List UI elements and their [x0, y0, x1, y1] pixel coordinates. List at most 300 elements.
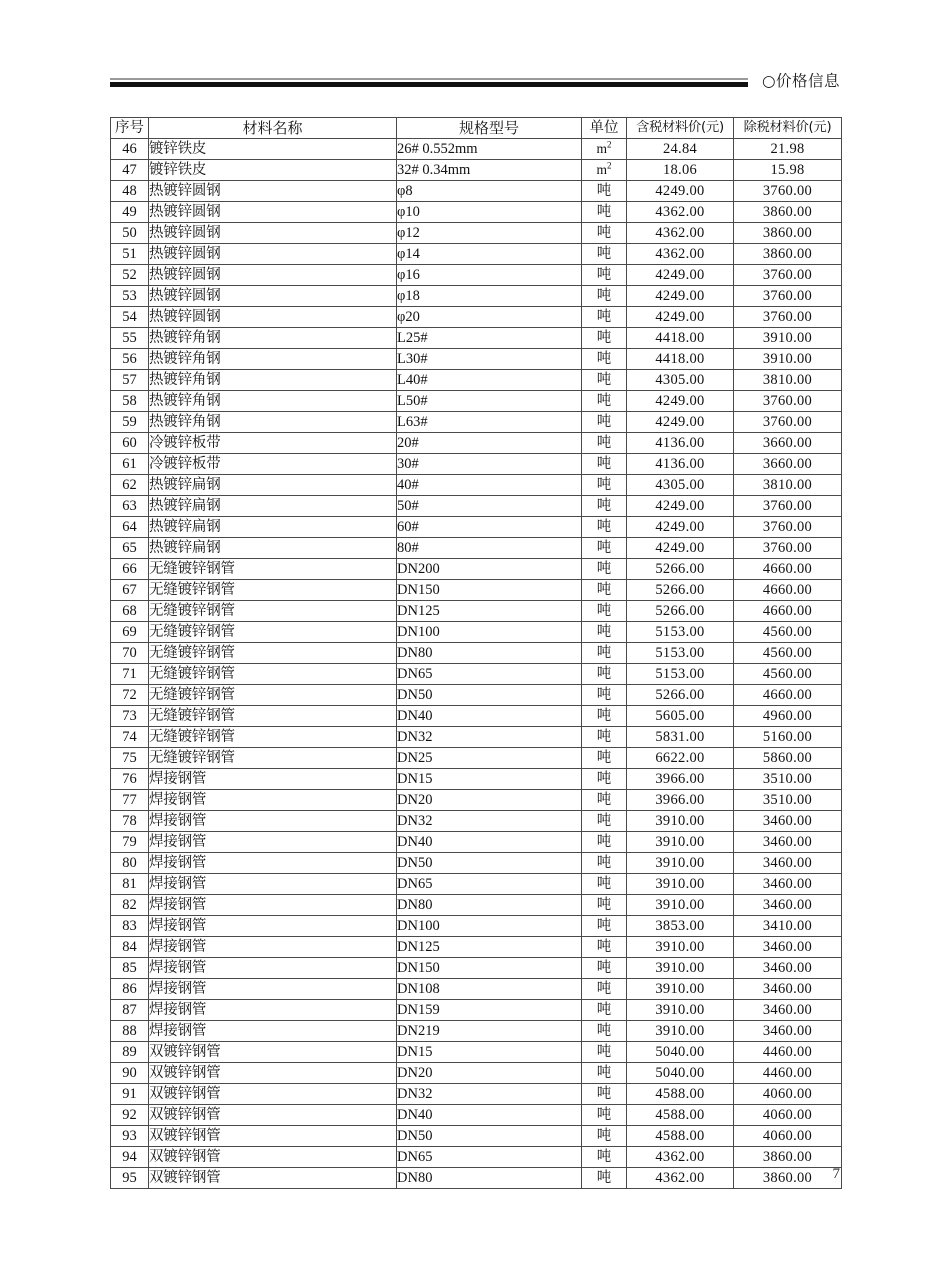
cell-price-incl-tax: 3966.00	[627, 769, 734, 790]
cell-price-excl-tax: 3910.00	[734, 328, 842, 349]
cell-price-incl-tax: 3910.00	[627, 811, 734, 832]
cell-material-name: 热镀锌角钢	[149, 349, 397, 370]
table-row	[111, 370, 842, 391]
cell-unit: 吨	[582, 643, 627, 664]
cell-price-incl-tax: 4249.00	[627, 307, 734, 328]
table-header	[111, 118, 842, 139]
cell-price-excl-tax: 4560.00	[734, 664, 842, 685]
cell-price-incl-tax: 3966.00	[627, 790, 734, 811]
cell-index: 54	[111, 307, 149, 328]
cell-specification: 80#	[397, 538, 582, 559]
cell-index: 53	[111, 286, 149, 307]
cell-unit: 吨	[582, 979, 627, 1000]
cell-index: 69	[111, 622, 149, 643]
table-row	[111, 706, 842, 727]
table-row	[111, 769, 842, 790]
cell-index: 86	[111, 979, 149, 1000]
cell-index: 84	[111, 937, 149, 958]
cell-index: 65	[111, 538, 149, 559]
cell-material-name: 无缝镀锌钢管	[149, 706, 397, 727]
cell-index: 59	[111, 412, 149, 433]
column-header-unit: 单位	[582, 118, 627, 139]
cell-price-incl-tax: 6622.00	[627, 748, 734, 769]
cell-index: 64	[111, 517, 149, 538]
cell-unit: 吨	[582, 181, 627, 202]
table-body	[111, 139, 842, 1189]
table-row	[111, 307, 842, 328]
cell-index: 92	[111, 1105, 149, 1126]
cell-price-incl-tax: 5831.00	[627, 727, 734, 748]
cell-unit: 吨	[582, 580, 627, 601]
cell-material-name: 热镀锌圆钢	[149, 244, 397, 265]
cell-index: 94	[111, 1147, 149, 1168]
cell-specification: DN159	[397, 1000, 582, 1021]
table-row	[111, 454, 842, 475]
cell-unit: 吨	[582, 202, 627, 223]
table-row	[111, 349, 842, 370]
cell-specification: 40#	[397, 475, 582, 496]
column-header-specification: 规格型号	[397, 118, 582, 139]
cell-price-excl-tax: 3860.00	[734, 223, 842, 244]
cell-material-name: 焊接钢管	[149, 937, 397, 958]
cell-material-name: 焊接钢管	[149, 811, 397, 832]
cell-price-excl-tax: 4560.00	[734, 643, 842, 664]
cell-unit: 吨	[582, 244, 627, 265]
cell-price-incl-tax: 3910.00	[627, 979, 734, 1000]
cell-material-name: 焊接钢管	[149, 874, 397, 895]
cell-index: 49	[111, 202, 149, 223]
table-row	[111, 916, 842, 937]
cell-price-incl-tax: 3910.00	[627, 937, 734, 958]
column-header-price-excl-tax: 除税材料价(元)	[734, 118, 842, 139]
table-row	[111, 790, 842, 811]
cell-specification: DN100	[397, 622, 582, 643]
cell-specification: DN150	[397, 958, 582, 979]
table-row	[111, 328, 842, 349]
cell-material-name: 焊接钢管	[149, 790, 397, 811]
cell-index: 77	[111, 790, 149, 811]
table-row	[111, 139, 842, 160]
cell-material-name: 热镀锌扁钢	[149, 496, 397, 517]
cell-index: 75	[111, 748, 149, 769]
cell-specification: L25#	[397, 328, 582, 349]
cell-specification: DN65	[397, 664, 582, 685]
cell-specification: DN125	[397, 601, 582, 622]
cell-material-name: 无缝镀锌钢管	[149, 727, 397, 748]
cell-price-incl-tax: 3910.00	[627, 958, 734, 979]
cell-unit: 吨	[582, 1105, 627, 1126]
table-row	[111, 160, 842, 181]
cell-specification: DN80	[397, 1168, 582, 1189]
cell-specification: DN32	[397, 1084, 582, 1105]
cell-material-name: 焊接钢管	[149, 895, 397, 916]
cell-specification: φ14	[397, 244, 582, 265]
cell-material-name: 热镀锌圆钢	[149, 265, 397, 286]
cell-price-incl-tax: 5153.00	[627, 664, 734, 685]
cell-price-excl-tax: 3510.00	[734, 769, 842, 790]
cell-price-incl-tax: 4418.00	[627, 349, 734, 370]
cell-index: 90	[111, 1063, 149, 1084]
cell-price-excl-tax: 4660.00	[734, 601, 842, 622]
cell-material-name: 热镀锌扁钢	[149, 517, 397, 538]
cell-material-name: 热镀锌角钢	[149, 328, 397, 349]
cell-specification: 32# 0.34mm	[397, 160, 582, 181]
cell-price-excl-tax: 3760.00	[734, 265, 842, 286]
cell-unit: 吨	[582, 433, 627, 454]
column-header-price-incl-tax: 含税材料价(元)	[627, 118, 734, 139]
cell-price-excl-tax: 15.98	[734, 160, 842, 181]
cell-unit: $m^2$	[582, 139, 627, 160]
cell-price-incl-tax: 4362.00	[627, 202, 734, 223]
cell-price-excl-tax: 4060.00	[734, 1126, 842, 1147]
cell-specification: DN50	[397, 1126, 582, 1147]
cell-price-incl-tax: 4249.00	[627, 412, 734, 433]
cell-specification: 26# 0.552mm	[397, 139, 582, 160]
cell-unit: 吨	[582, 622, 627, 643]
cell-material-name: 双镀锌钢管	[149, 1168, 397, 1189]
cell-price-excl-tax: 4960.00	[734, 706, 842, 727]
table-row	[111, 202, 842, 223]
table-row	[111, 496, 842, 517]
cell-material-name: 热镀锌圆钢	[149, 202, 397, 223]
table-row	[111, 1126, 842, 1147]
cell-price-excl-tax: 3460.00	[734, 1021, 842, 1042]
cell-material-name: 焊接钢管	[149, 916, 397, 937]
cell-specification: DN40	[397, 1105, 582, 1126]
cell-specification: DN50	[397, 685, 582, 706]
cell-unit: 吨	[582, 895, 627, 916]
table-row	[111, 622, 842, 643]
cell-material-name: 无缝镀锌钢管	[149, 580, 397, 601]
page-number: 7	[832, 1166, 840, 1182]
cell-price-incl-tax: 5153.00	[627, 622, 734, 643]
cell-specification: DN100	[397, 916, 582, 937]
cell-price-excl-tax: 3660.00	[734, 433, 842, 454]
cell-price-excl-tax: 3910.00	[734, 349, 842, 370]
cell-specification: DN65	[397, 1147, 582, 1168]
running-head	[110, 70, 840, 104]
cell-price-excl-tax: 5160.00	[734, 727, 842, 748]
cell-price-excl-tax: 4660.00	[734, 685, 842, 706]
cell-specification: DN25	[397, 748, 582, 769]
cell-specification: DN32	[397, 727, 582, 748]
cell-price-incl-tax: 4305.00	[627, 370, 734, 391]
cell-unit: 吨	[582, 538, 627, 559]
cell-price-excl-tax: 3760.00	[734, 412, 842, 433]
cell-unit: 吨	[582, 559, 627, 580]
cell-material-name: 双镀锌钢管	[149, 1147, 397, 1168]
table-row	[111, 895, 842, 916]
cell-price-excl-tax: 3460.00	[734, 853, 842, 874]
table-row	[111, 433, 842, 454]
cell-index: 46	[111, 139, 149, 160]
cell-unit: 吨	[582, 1042, 627, 1063]
cell-price-incl-tax: 4249.00	[627, 538, 734, 559]
cell-index: 66	[111, 559, 149, 580]
cell-unit: 吨	[582, 223, 627, 244]
cell-price-excl-tax: 4560.00	[734, 622, 842, 643]
cell-material-name: 无缝镀锌钢管	[149, 622, 397, 643]
cell-price-excl-tax: 21.98	[734, 139, 842, 160]
cell-price-incl-tax: 3910.00	[627, 895, 734, 916]
cell-unit: 吨	[582, 832, 627, 853]
cell-price-incl-tax: 18.06	[627, 160, 734, 181]
cell-specification: 20#	[397, 433, 582, 454]
cell-specification: DN15	[397, 769, 582, 790]
cell-unit: 吨	[582, 685, 627, 706]
cell-unit: 吨	[582, 769, 627, 790]
table-row	[111, 811, 842, 832]
cell-index: 80	[111, 853, 149, 874]
table-row	[111, 832, 842, 853]
cell-material-name: 无缝镀锌钢管	[149, 664, 397, 685]
cell-specification: φ12	[397, 223, 582, 244]
cell-price-incl-tax: 4588.00	[627, 1126, 734, 1147]
cell-price-excl-tax: 5860.00	[734, 748, 842, 769]
cell-unit: 吨	[582, 748, 627, 769]
cell-price-incl-tax: 4305.00	[627, 475, 734, 496]
cell-index: 83	[111, 916, 149, 937]
cell-material-name: 热镀锌扁钢	[149, 475, 397, 496]
cell-specification: DN20	[397, 1063, 582, 1084]
cell-index: 76	[111, 769, 149, 790]
cell-material-name: 无缝镀锌钢管	[149, 643, 397, 664]
cell-specification: φ8	[397, 181, 582, 202]
cell-index: 68	[111, 601, 149, 622]
cell-specification: DN219	[397, 1021, 582, 1042]
table-row	[111, 559, 842, 580]
cell-material-name: 双镀锌钢管	[149, 1126, 397, 1147]
cell-index: 56	[111, 349, 149, 370]
cell-index: 78	[111, 811, 149, 832]
cell-index: 51	[111, 244, 149, 265]
table-row	[111, 748, 842, 769]
cell-price-excl-tax: 3810.00	[734, 370, 842, 391]
cell-unit: 吨	[582, 1000, 627, 1021]
cell-index: 52	[111, 265, 149, 286]
cell-material-name: 焊接钢管	[149, 853, 397, 874]
cell-index: 72	[111, 685, 149, 706]
cell-price-excl-tax: 3860.00	[734, 244, 842, 265]
cell-unit: 吨	[582, 727, 627, 748]
cell-price-excl-tax: 3760.00	[734, 517, 842, 538]
cell-price-incl-tax: 5266.00	[627, 685, 734, 706]
cell-index: 91	[111, 1084, 149, 1105]
cell-index: 60	[111, 433, 149, 454]
cell-specification: 60#	[397, 517, 582, 538]
column-header-material-name: 材料名称	[149, 118, 397, 139]
cell-index: 73	[111, 706, 149, 727]
cell-material-name: 焊接钢管	[149, 958, 397, 979]
cell-index: 63	[111, 496, 149, 517]
table-row	[111, 181, 842, 202]
table-row	[111, 538, 842, 559]
cell-material-name: 热镀锌圆钢	[149, 223, 397, 244]
cell-unit: 吨	[582, 1021, 627, 1042]
cell-index: 48	[111, 181, 149, 202]
cell-price-excl-tax: 3410.00	[734, 916, 842, 937]
cell-index: 67	[111, 580, 149, 601]
cell-specification: φ16	[397, 265, 582, 286]
cell-material-name: 无缝镀锌钢管	[149, 601, 397, 622]
cell-index: 50	[111, 223, 149, 244]
cell-material-name: 无缝镀锌钢管	[149, 748, 397, 769]
cell-material-name: 热镀锌圆钢	[149, 286, 397, 307]
cell-unit: 吨	[582, 412, 627, 433]
cell-price-incl-tax: 4249.00	[627, 181, 734, 202]
cell-price-excl-tax: 3760.00	[734, 181, 842, 202]
cell-material-name: 双镀锌钢管	[149, 1042, 397, 1063]
cell-material-name: 无缝镀锌钢管	[149, 559, 397, 580]
cell-specification: DN50	[397, 853, 582, 874]
cell-unit: 吨	[582, 1168, 627, 1189]
table-row	[111, 643, 842, 664]
cell-unit: 吨	[582, 853, 627, 874]
cell-price-excl-tax: 3460.00	[734, 1000, 842, 1021]
cell-price-incl-tax: 5266.00	[627, 580, 734, 601]
running-head-title: ○价格信息	[761, 72, 840, 90]
cell-unit: 吨	[582, 370, 627, 391]
cell-material-name: 热镀锌角钢	[149, 391, 397, 412]
cell-unit: 吨	[582, 874, 627, 895]
header-rule-group	[110, 78, 748, 87]
table-row	[111, 244, 842, 265]
cell-unit: $m^2$	[582, 160, 627, 181]
cell-index: 61	[111, 454, 149, 475]
cell-specification: DN20	[397, 790, 582, 811]
cell-material-name: 双镀锌钢管	[149, 1084, 397, 1105]
cell-unit: 吨	[582, 937, 627, 958]
cell-price-incl-tax: 3910.00	[627, 874, 734, 895]
cell-unit: 吨	[582, 601, 627, 622]
cell-price-incl-tax: 4588.00	[627, 1084, 734, 1105]
cell-specification: DN80	[397, 643, 582, 664]
cell-index: 55	[111, 328, 149, 349]
cell-index: 87	[111, 1000, 149, 1021]
cell-price-incl-tax: 4136.00	[627, 454, 734, 475]
cell-specification: DN15	[397, 1042, 582, 1063]
cell-material-name: 热镀锌圆钢	[149, 307, 397, 328]
cell-index: 89	[111, 1042, 149, 1063]
cell-unit: 吨	[582, 1084, 627, 1105]
cell-price-incl-tax: 4249.00	[627, 391, 734, 412]
header-rule-thick	[110, 82, 748, 87]
table-row	[111, 727, 842, 748]
cell-material-name: 焊接钢管	[149, 1000, 397, 1021]
cell-material-name: 焊接钢管	[149, 1021, 397, 1042]
cell-unit: 吨	[582, 706, 627, 727]
cell-price-excl-tax: 3760.00	[734, 391, 842, 412]
cell-index: 81	[111, 874, 149, 895]
table-row	[111, 391, 842, 412]
cell-material-name: 镀锌铁皮	[149, 160, 397, 181]
cell-specification: DN40	[397, 706, 582, 727]
table-row	[111, 853, 842, 874]
cell-price-excl-tax: 3510.00	[734, 790, 842, 811]
cell-price-excl-tax: 4660.00	[734, 580, 842, 601]
material-price-table	[110, 117, 842, 1189]
cell-specification: φ10	[397, 202, 582, 223]
cell-price-excl-tax: 3460.00	[734, 958, 842, 979]
cell-specification: φ18	[397, 286, 582, 307]
cell-specification: DN80	[397, 895, 582, 916]
cell-price-incl-tax: 4362.00	[627, 244, 734, 265]
cell-index: 95	[111, 1168, 149, 1189]
cell-price-incl-tax: 4362.00	[627, 1168, 734, 1189]
cell-price-incl-tax: 4136.00	[627, 433, 734, 454]
cell-price-incl-tax: 5040.00	[627, 1063, 734, 1084]
table-row	[111, 1147, 842, 1168]
cell-index: 93	[111, 1126, 149, 1147]
cell-price-incl-tax: 5266.00	[627, 559, 734, 580]
cell-specification: L30#	[397, 349, 582, 370]
cell-unit: 吨	[582, 958, 627, 979]
cell-price-excl-tax: 3460.00	[734, 895, 842, 916]
cell-price-excl-tax: 3760.00	[734, 538, 842, 559]
cell-specification: DN32	[397, 811, 582, 832]
cell-unit: 吨	[582, 664, 627, 685]
cell-material-name: 焊接钢管	[149, 832, 397, 853]
table-row	[111, 1063, 842, 1084]
cell-price-excl-tax: 3460.00	[734, 874, 842, 895]
cell-specification: L50#	[397, 391, 582, 412]
cell-unit: 吨	[582, 496, 627, 517]
table-row	[111, 1084, 842, 1105]
cell-specification: φ20	[397, 307, 582, 328]
cell-price-incl-tax: 3910.00	[627, 832, 734, 853]
table-row	[111, 1000, 842, 1021]
cell-specification: DN65	[397, 874, 582, 895]
cell-price-excl-tax: 4460.00	[734, 1042, 842, 1063]
cell-index: 47	[111, 160, 149, 181]
table-row	[111, 601, 842, 622]
table-row	[111, 1105, 842, 1126]
cell-unit: 吨	[582, 916, 627, 937]
cell-specification: L63#	[397, 412, 582, 433]
table-row	[111, 412, 842, 433]
cell-specification: DN150	[397, 580, 582, 601]
table-row	[111, 958, 842, 979]
cell-price-incl-tax: 3910.00	[627, 1021, 734, 1042]
cell-unit: 吨	[582, 391, 627, 412]
cell-price-incl-tax: 4418.00	[627, 328, 734, 349]
cell-price-excl-tax: 3760.00	[734, 496, 842, 517]
cell-price-excl-tax: 3860.00	[734, 1168, 842, 1189]
table-row	[111, 874, 842, 895]
cell-price-excl-tax: 3460.00	[734, 832, 842, 853]
cell-price-excl-tax: 3860.00	[734, 1147, 842, 1168]
cell-specification: 30#	[397, 454, 582, 475]
cell-price-incl-tax: 3910.00	[627, 1000, 734, 1021]
cell-price-incl-tax: 24.84	[627, 139, 734, 160]
cell-unit: 吨	[582, 1063, 627, 1084]
cell-material-name: 热镀锌扁钢	[149, 538, 397, 559]
table-row	[111, 286, 842, 307]
cell-index: 70	[111, 643, 149, 664]
cell-material-name: 焊接钢管	[149, 769, 397, 790]
cell-unit: 吨	[582, 517, 627, 538]
cell-price-incl-tax: 4362.00	[627, 1147, 734, 1168]
table-row	[111, 475, 842, 496]
cell-price-incl-tax: 4249.00	[627, 517, 734, 538]
cell-material-name: 冷镀锌板带	[149, 454, 397, 475]
table-header-row	[111, 118, 842, 139]
cell-price-incl-tax: 4588.00	[627, 1105, 734, 1126]
cell-material-name: 无缝镀锌钢管	[149, 685, 397, 706]
cell-specification: DN108	[397, 979, 582, 1000]
cell-price-excl-tax: 4060.00	[734, 1084, 842, 1105]
cell-material-name: 双镀锌钢管	[149, 1063, 397, 1084]
